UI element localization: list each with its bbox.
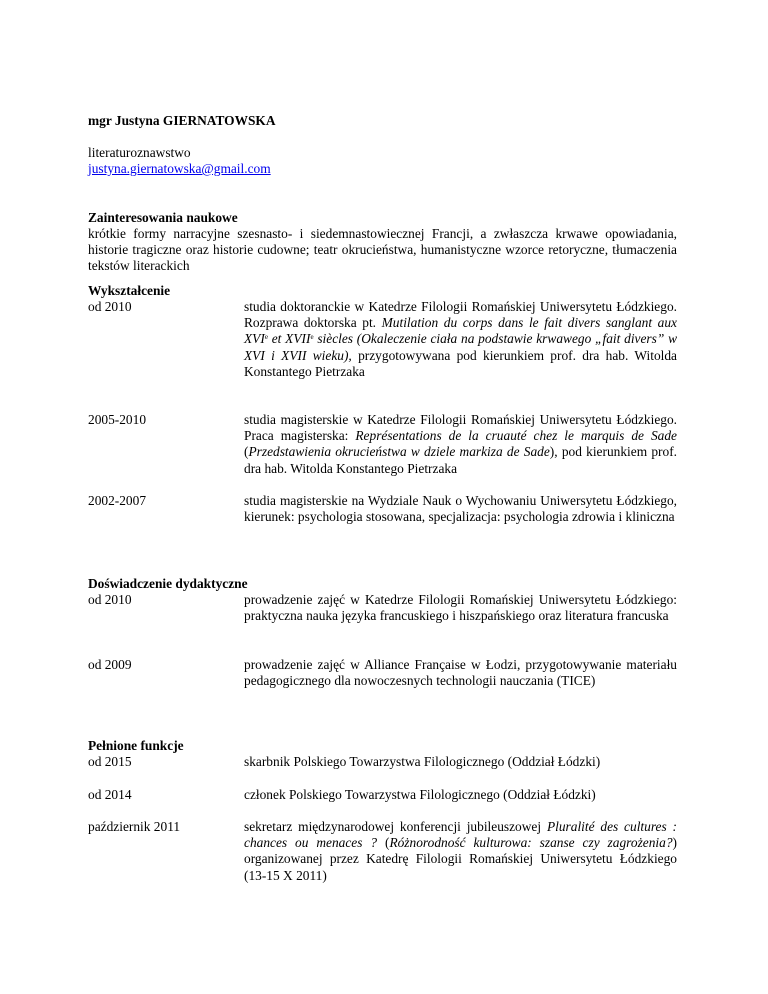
functions-heading: Pełnione funkcje <box>88 738 184 753</box>
teaching-heading: Doświadczenie dydaktyczne <box>88 576 248 591</box>
teaching-date-1: od 2010 <box>88 592 132 607</box>
functions-entry-3: sekretarz międzynarodowej konferencji jubileuszowej Pluralité des cultures : chances ou menaces ? (Różnorodność kulturowa: szanse czy zagrożenia?) organizowanej przez Katedrę Filologii Romańskiej Uniwersytetu Łódzkiego (13-15 X 2011) <box>244 819 677 883</box>
email-link[interactable]: justyna.giernatowska@gmail.com <box>88 161 271 176</box>
functions-date-1: od 2015 <box>88 754 132 769</box>
interests-text: krótkie formy narracyjne szesnasto- i siedemnastowiecznej Francji, a zwłaszcza krwawe opowiadania, historie tragiczne oraz historie cudowne; teatr okrucieństwa, humanistyczne wzorce retoryczne, tłumaczenia tekstów literackich <box>88 226 677 274</box>
education-date-3: 2002-2007 <box>88 493 147 508</box>
interests-heading: Zainteresowania naukowe <box>88 210 238 225</box>
functions-entry-1: skarbnik Polskiego Towarzystwa Filologicznego (Oddział Łódzki) <box>244 754 601 769</box>
education-date-2: 2005-2010 <box>88 412 147 427</box>
teaching-entry-2: prowadzenie zajęć w Alliance Française w Łodzi, przygotowywanie materiału pedagogicznego dla nowoczesnych technologii nauczania (TICE) <box>244 657 677 689</box>
teaching-date-2: od 2009 <box>88 657 132 672</box>
education-entry-3: studia magisterskie na Wydziale Nauk o Wychowaniu Uniwersytetu Łódzkiego, kierunek: psychologia stosowana, specjalizacja: psychologia zdrowia i kliniczna <box>244 493 677 525</box>
education-entry-1: studia doktoranckie w Katedrze Filologii Romańskiej Uniwersytetu Łódzkiego. Rozprawa doktorska pt. Mutilation du corps dans le fait divers sanglant aux XVIe et XVIIe siècles (Okaleczenie ciała na podstawie krwawego „fait divers” w XVI i XVII wieku), przygotowywana pod kierunkiem prof. dra hab. Witolda Konstantego Pietrzaka <box>244 299 678 379</box>
education-heading: Wykształcenie <box>88 283 171 298</box>
education-date-1: od 2010 <box>88 299 132 314</box>
education-entry-2: studia magisterskie w Katedrze Filologii Romańskiej Uniwersytetu Łódzkiego. Praca magisterska: Représentations de la cruauté chez le marquis de Sade (Przedstawienia okrucieństwa w dziele markiza de Sade), pod kierunkiem prof. dra hab. Witolda Konstantego Pietrzaka <box>244 412 678 476</box>
functions-entry-2: członek Polskiego Towarzystwa Filologicznego (Oddział Łódzki) <box>244 787 596 802</box>
field-of-study: literaturoznawstwo <box>88 145 191 160</box>
teaching-entry-1: prowadzenie zajęć w Katedrze Filologii Romańskiej Uniwersytetu Łódzkiego: praktyczna nauka języka francuskiego i hiszpańskiego oraz literatura francuska <box>244 592 677 624</box>
functions-date-2: od 2014 <box>88 787 132 802</box>
person-name: mgr Justyna GIERNATOWSKA <box>88 113 276 128</box>
functions-date-3: październik 2011 <box>88 819 181 834</box>
